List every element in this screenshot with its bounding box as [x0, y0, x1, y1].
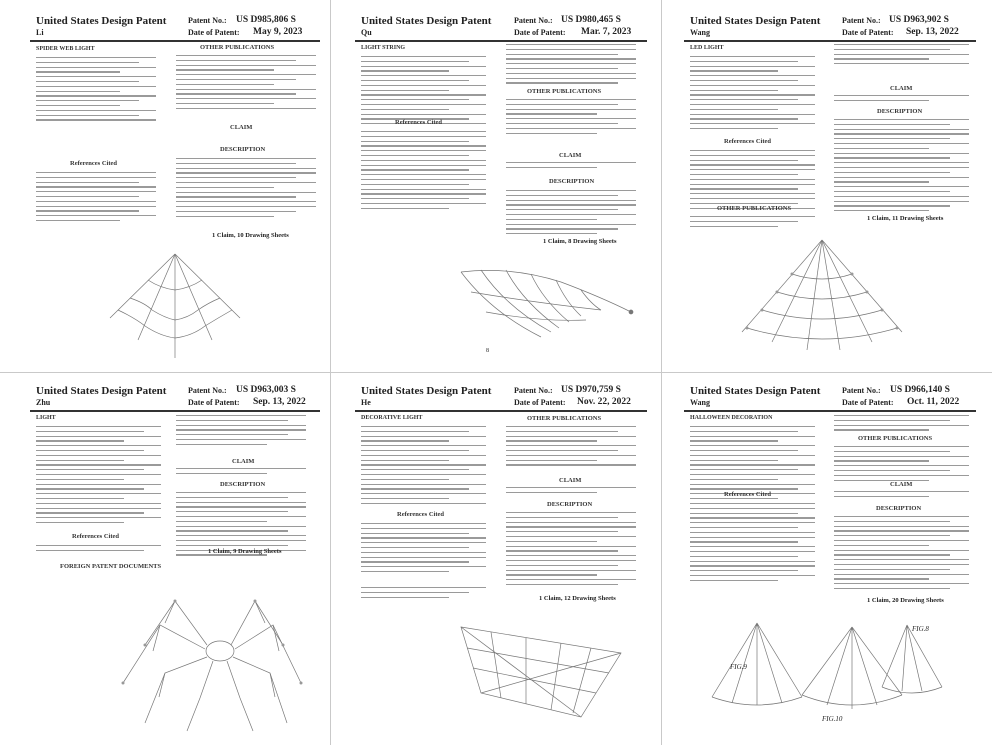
claim-heading: CLAIM — [559, 152, 582, 159]
description-heading: DESCRIPTION — [547, 501, 593, 508]
patent-number-label: Patent No.: — [188, 386, 227, 395]
patent-page-halloween-decoration — [662, 373, 992, 745]
patent-page-led-light — [662, 0, 992, 372]
drawing-sheets-count: 1 Claim, 8 Drawing Sheets — [543, 238, 617, 245]
patent-number: US D963,902 S — [889, 15, 949, 25]
description-heading: DESCRIPTION — [549, 178, 595, 185]
other-publications-heading: OTHER PUBLICATIONS — [858, 435, 933, 442]
patent-number-label: Patent No.: — [842, 386, 881, 395]
product-title: LED LIGHT — [690, 45, 724, 51]
figure-label: FIG.9 — [730, 663, 747, 671]
patent-number: US D966,140 S — [890, 385, 950, 395]
bibliographic-text — [361, 426, 486, 508]
patent-number: US D963,003 S — [236, 385, 296, 395]
references-heading: References Cited — [72, 533, 119, 540]
patent-header-title: United States Design Patent — [36, 15, 167, 27]
drawing-sheets-count: 1 Claim, 20 Drawing Sheets — [867, 597, 944, 604]
references-heading: References Cited — [397, 511, 444, 518]
patent-header-title: United States Design Patent — [690, 15, 821, 27]
led-net-figure — [732, 232, 912, 362]
claim-text — [506, 487, 636, 497]
patent-date: Nov. 22, 2022 — [577, 397, 631, 407]
header-rule — [30, 40, 320, 42]
claim-heading: CLAIM — [232, 458, 255, 465]
description-text — [506, 190, 636, 238]
patent-header-title: United States Design Patent — [690, 385, 821, 397]
claim-heading: CLAIM — [559, 477, 582, 484]
description-text — [834, 119, 969, 215]
product-title: SPIDER WEB LIGHT — [36, 46, 95, 52]
other-publications-text — [176, 55, 316, 113]
references-heading: References Cited — [395, 119, 442, 126]
description-heading: DESCRIPTION — [876, 505, 922, 512]
product-title: LIGHT STRING — [361, 45, 406, 51]
header-rule — [355, 410, 647, 412]
description-heading: DESCRIPTION — [877, 108, 923, 115]
references-list — [690, 503, 815, 585]
patent-page-light-string — [331, 0, 661, 372]
bibliographic-text — [361, 56, 486, 128]
patent-number: US D980,465 S — [561, 15, 621, 25]
references-list — [361, 131, 486, 213]
patent-number-label: Patent No.: — [514, 16, 553, 25]
patent-date-label: Date of Patent: — [514, 398, 566, 407]
product-title: DECORATIVE LIGHT — [361, 415, 423, 421]
foreign-docs-list — [361, 587, 486, 601]
other-publications-heading: OTHER PUBLICATIONS — [200, 44, 275, 51]
description-heading: DESCRIPTION — [220, 146, 266, 153]
halloween-cone-figures — [702, 617, 962, 727]
patent-date: Sep. 13, 2022 — [906, 27, 959, 37]
foreign-docs-heading: FOREIGN PATENT DOCUMENTS — [60, 563, 162, 570]
references-list — [361, 523, 486, 576]
drawing-sheets-count: 1 Claim, 12 Drawing Sheets — [539, 595, 616, 602]
patent-page-decorative-light — [331, 373, 661, 745]
patent-header-title: United States Design Patent — [361, 15, 492, 27]
description-heading: DESCRIPTION — [220, 481, 266, 488]
patent-date-label: Date of Patent: — [842, 398, 894, 407]
patent-date: Sep. 13, 2022 — [253, 397, 306, 407]
description-text — [176, 158, 316, 220]
header-rule — [684, 40, 976, 42]
patent-date-label: Date of Patent: — [514, 28, 566, 37]
spider-figure — [105, 573, 305, 733]
figure-label: FIG.10 — [822, 715, 843, 723]
bibliographic-text — [36, 426, 161, 527]
patent-number-label: Patent No.: — [188, 16, 227, 25]
references-continued — [506, 44, 636, 87]
other-publications-heading: OTHER PUBLICATIONS — [527, 88, 602, 95]
description-text — [834, 516, 969, 593]
other-publications-heading: OTHER PUBLICATIONS — [717, 205, 792, 212]
header-rule — [355, 40, 647, 42]
figure-label: FIG.8 — [912, 625, 929, 633]
product-title: LIGHT — [36, 415, 56, 421]
references-heading: References Cited — [724, 491, 771, 498]
drawing-sheets-count: 1 Claim, 9 Drawing Sheets — [208, 548, 282, 555]
spider-web-figure — [100, 248, 250, 363]
patent-inventor: Li — [36, 28, 44, 37]
patent-inventor: Zhu — [36, 398, 51, 407]
references-continued — [176, 415, 306, 449]
drawing-sheets-count: 1 Claim, 10 Drawing Sheets — [212, 232, 289, 239]
bibliographic-text — [36, 57, 156, 124]
header-rule — [684, 410, 976, 412]
references-list — [36, 545, 161, 555]
page-number: 8 — [486, 348, 489, 354]
references-heading: References Cited — [724, 138, 771, 145]
patent-date: May 9, 2023 — [253, 27, 303, 37]
claim-text — [834, 95, 969, 105]
other-publications-heading: OTHER PUBLICATIONS — [527, 415, 602, 422]
patent-date: Oct. 11, 2022 — [907, 397, 960, 407]
claim-text — [834, 491, 969, 501]
references-list — [36, 172, 156, 225]
claim-heading: CLAIM — [890, 481, 913, 488]
header-rule — [30, 410, 320, 412]
light-string-figure — [451, 252, 641, 362]
claim-text — [176, 468, 306, 478]
patent-page-spider-web-light — [0, 0, 330, 372]
patent-inventor: He — [361, 398, 371, 407]
bibliographic-text — [690, 56, 815, 133]
patent-date-label: Date of Patent: — [842, 28, 894, 37]
product-title: HALLOWEEN DECORATION — [690, 415, 773, 421]
patent-page-spider-light — [0, 373, 330, 745]
patent-date: Mar. 7, 2023 — [581, 27, 632, 37]
claim-heading: CLAIM — [230, 124, 253, 131]
description-text — [506, 512, 636, 589]
other-publications-text — [690, 216, 815, 230]
patent-number-label: Patent No.: — [514, 386, 553, 395]
other-publications-text — [834, 446, 969, 484]
decorative-net-figure — [451, 613, 631, 723]
patent-number-label: Patent No.: — [842, 16, 881, 25]
patent-date-label: Date of Patent: — [188, 398, 240, 407]
patent-date-label: Date of Patent: — [188, 28, 240, 37]
patent-header-title: United States Design Patent — [36, 385, 167, 397]
patent-header-title: United States Design Patent — [361, 385, 492, 397]
patent-number: US D970,759 S — [561, 385, 621, 395]
claim-text — [506, 162, 636, 172]
claim-heading: CLAIM — [890, 85, 913, 92]
references-heading: References Cited — [70, 160, 117, 167]
publications-continued — [834, 44, 969, 68]
references-list — [690, 150, 815, 212]
drawing-sheets-count: 1 Claim, 11 Drawing Sheets — [867, 215, 944, 222]
patent-inventor: Wang — [690, 28, 711, 37]
other-publications-text — [506, 99, 636, 137]
patent-inventor: Wang — [690, 398, 711, 407]
references-continued — [834, 415, 969, 434]
patent-inventor: Qu — [361, 28, 372, 37]
other-publications-text — [506, 426, 636, 469]
patent-number: US D985,806 S — [236, 15, 296, 25]
